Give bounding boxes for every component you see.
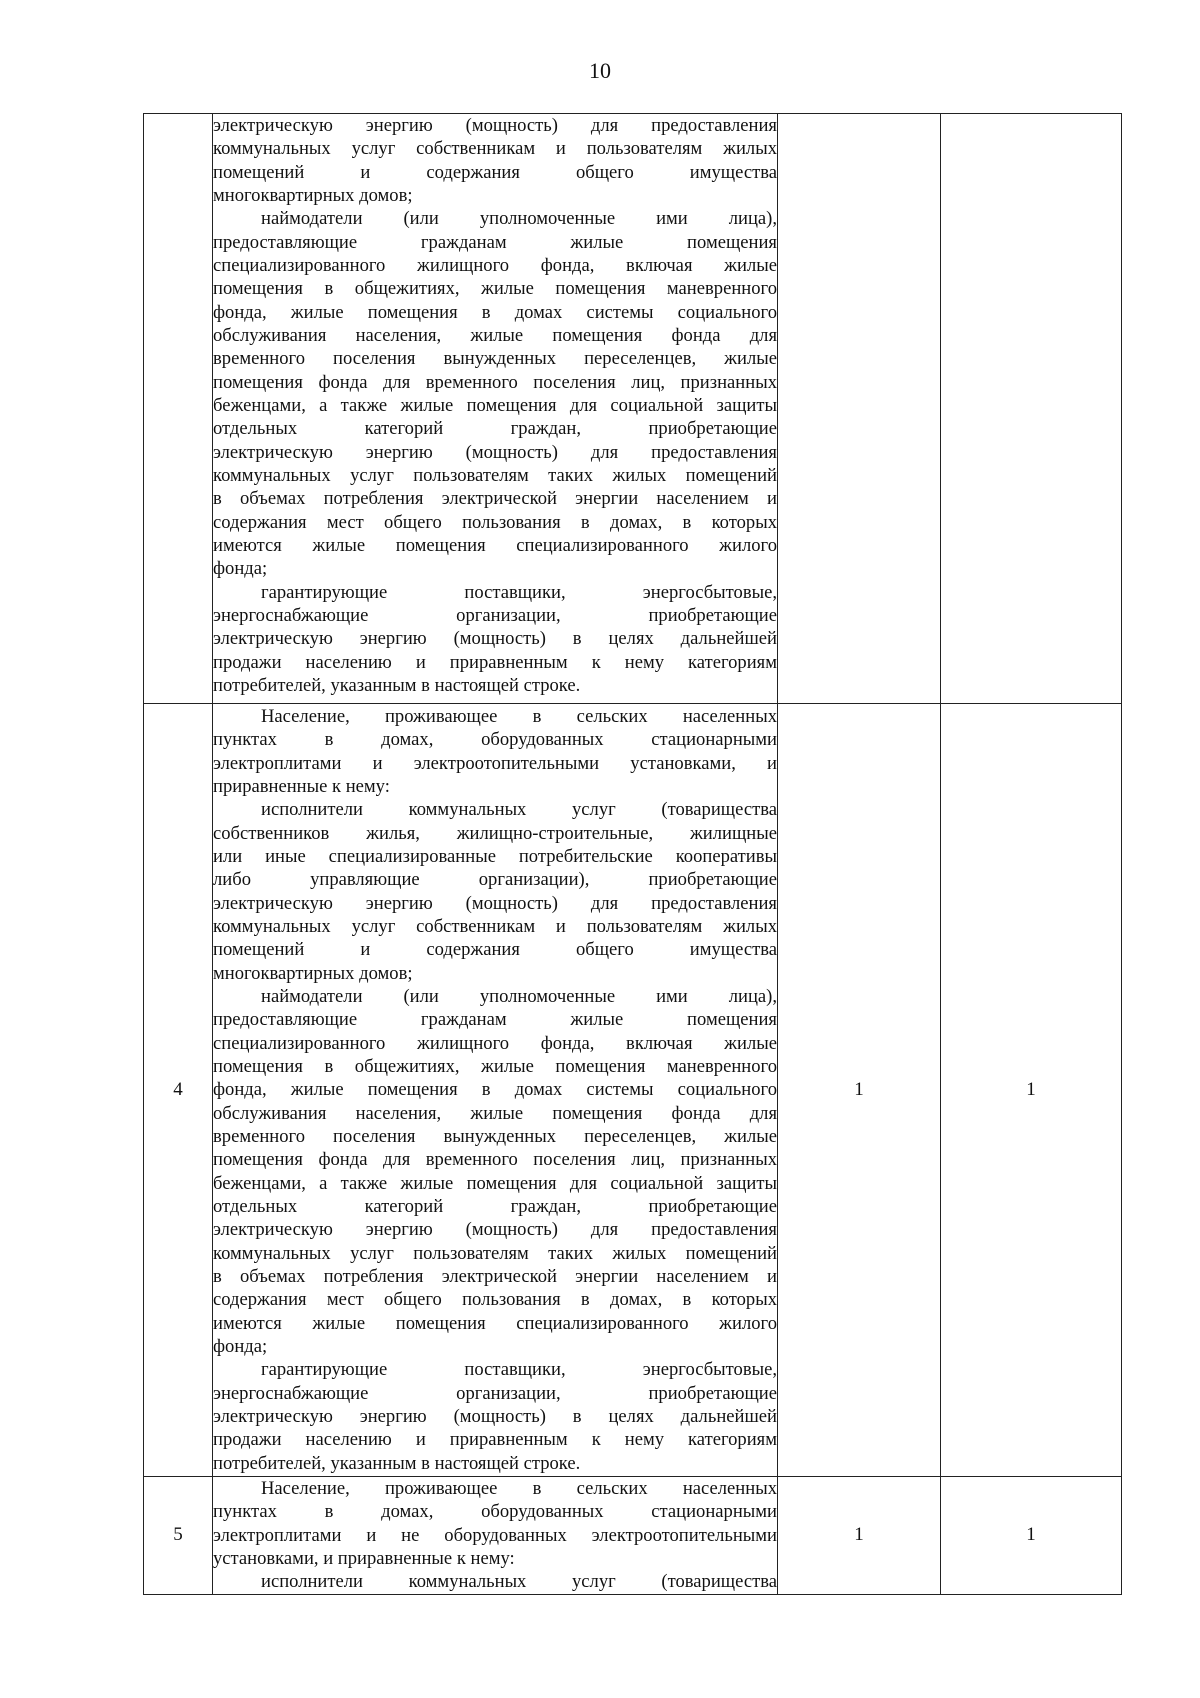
- text-line: энергоснабжающие организации, приобретающие: [213, 604, 777, 626]
- row-description-cell: [213, 114, 778, 704]
- text-line: фонда;: [213, 558, 268, 580]
- table-row: [144, 704, 1122, 1477]
- text-line: или иные специализированные потребительские кооперативы: [213, 846, 777, 868]
- text-line: гарантирующие поставщики, энергосбытовые,: [261, 581, 777, 603]
- row-number-cell: 4: [144, 704, 213, 1477]
- text-line: потребителей, указанным в настоящей строке.: [213, 1452, 581, 1474]
- row-number-cell: 5: [144, 1477, 213, 1595]
- text-line: коммунальных услуг пользователям таких жилых помещений: [213, 464, 777, 486]
- text-line: энергоснабжающие организации, приобретающие: [213, 1382, 777, 1404]
- text-line: гарантирующие поставщики, энергосбытовые,: [261, 1359, 777, 1381]
- text-line: электроплитами и не оборудованных электроотопительными: [213, 1524, 777, 1546]
- text-line: помещения фонда для временного поселения лиц, признанных: [213, 1149, 777, 1171]
- text-line: в объемах потребления электрической энергии населением и: [213, 1265, 777, 1287]
- text-line: специализированного жилищного фонда, включая жилые: [213, 1032, 777, 1054]
- value-cell-b: 1: [941, 1477, 1122, 1595]
- row-description-cell: [213, 704, 778, 1477]
- row-description-cell: [213, 1477, 778, 1595]
- text-line: Население, проживающее в сельских населенных: [261, 706, 777, 728]
- text-line: электрическую энергию (мощность) для предоставления: [213, 892, 777, 914]
- text-line: Население, проживающее в сельских населенных: [261, 1478, 777, 1499]
- text-line: приравненные к нему:: [213, 776, 390, 798]
- text-line: беженцами, а также жилые помещения для социальной защиты: [213, 394, 777, 416]
- value-cell-a: [778, 114, 941, 704]
- table-row: [144, 114, 1122, 704]
- text-line: имеются жилые помещения специализированного жилого: [213, 1312, 777, 1334]
- text-line: фонда, жилые помещения в домах системы социального: [213, 301, 777, 323]
- text-line: фонда, жилые помещения в домах системы социального: [213, 1079, 777, 1101]
- text-line: отдельных категорий граждан, приобретающие: [213, 418, 777, 440]
- text-line: электроплитами и электроотопительными установками, и: [213, 752, 777, 774]
- text-line: помещений и содержания общего имущества: [213, 939, 777, 961]
- page-number: 10: [589, 58, 611, 83]
- table-row: [144, 1477, 1122, 1595]
- row-number-cell: [144, 114, 213, 704]
- text-line: имеются жилые помещения специализированного жилого: [213, 534, 777, 556]
- text-line: продажи населению и приравненным к нему категориям: [213, 651, 777, 673]
- text-line: электрическую энергию (мощность) для предоставления: [213, 115, 777, 136]
- text-line: продажи населению и приравненным к нему категориям: [213, 1429, 777, 1451]
- text-line: коммунальных услуг собственникам и пользователям жилых: [213, 138, 777, 160]
- tariff-table: [143, 113, 1122, 1595]
- text-line: помещения в общежитиях, жилые помещения маневренного: [213, 278, 777, 300]
- text-line: собственников жилья, жилищно-строительные, жилищные: [213, 822, 777, 844]
- text-line: наймодатели (или уполномоченные ими лица),: [261, 208, 777, 230]
- text-line: электрическую энергию (мощность) в целях дальнейшей: [213, 1405, 777, 1427]
- text-line: предоставляющие гражданам жилые помещения: [213, 231, 777, 253]
- text-line: обслуживания населения, жилые помещения фонда для: [213, 1102, 777, 1124]
- text-line: содержания мест общего пользования в домах, в которых: [213, 511, 777, 533]
- text-line: многоквартирных домов;: [213, 184, 413, 206]
- text-line: пунктах в домах, оборудованных стационарными: [213, 1501, 777, 1523]
- text-line: исполнители коммунальных услуг (товарищества: [261, 1571, 777, 1593]
- text-line: в объемах потребления электрической энергии населением и: [213, 488, 777, 510]
- text-line: электрическую энергию (мощность) в целях дальнейшей: [213, 628, 777, 650]
- text-line: отдельных категорий граждан, приобретающие: [213, 1195, 777, 1217]
- text-line: электрическую энергию (мощность) для предоставления: [213, 1219, 777, 1241]
- text-line: предоставляющие гражданам жилые помещения: [213, 1009, 777, 1031]
- text-line: наймодатели (или уполномоченные ими лица),: [261, 986, 777, 1008]
- text-line: либо управляющие организации), приобретающие: [213, 869, 777, 891]
- value-cell-a: 1: [778, 1477, 941, 1595]
- value-cell-a: 1: [778, 704, 941, 1477]
- text-line: специализированного жилищного фонда, включая жилые: [213, 254, 777, 276]
- text-line: потребителей, указанным в настоящей строке.: [213, 674, 581, 696]
- text-line: электрическую энергию (мощность) для предоставления: [213, 441, 777, 463]
- value-cell-b: [941, 114, 1122, 704]
- text-line: беженцами, а также жилые помещения для социальной защиты: [213, 1172, 777, 1194]
- text-line: временного поселения вынужденных переселенцев, жилые: [213, 1125, 777, 1147]
- text-line: установками, и приравненные к нему:: [213, 1547, 515, 1569]
- text-line: временного поселения вынужденных переселенцев, жилые: [213, 348, 777, 370]
- value-cell-b: 1: [941, 704, 1122, 1477]
- text-line: коммунальных услуг пользователям таких жилых помещений: [213, 1242, 777, 1264]
- text-line: коммунальных услуг собственникам и пользователям жилых: [213, 916, 777, 938]
- text-line: содержания мест общего пользования в домах, в которых: [213, 1289, 777, 1311]
- text-line: помещения фонда для временного поселения лиц, признанных: [213, 371, 777, 393]
- text-line: помещений и содержания общего имущества: [213, 161, 777, 183]
- text-line: обслуживания населения, жилые помещения фонда для: [213, 324, 777, 346]
- text-line: пунктах в домах, оборудованных стационарными: [213, 729, 777, 751]
- text-line: исполнители коммунальных услуг (товарищества: [261, 799, 777, 821]
- text-line: помещения в общежитиях, жилые помещения маневренного: [213, 1056, 777, 1077]
- text-line: фонда;: [213, 1335, 268, 1357]
- text-line: многоквартирных домов;: [213, 962, 413, 984]
